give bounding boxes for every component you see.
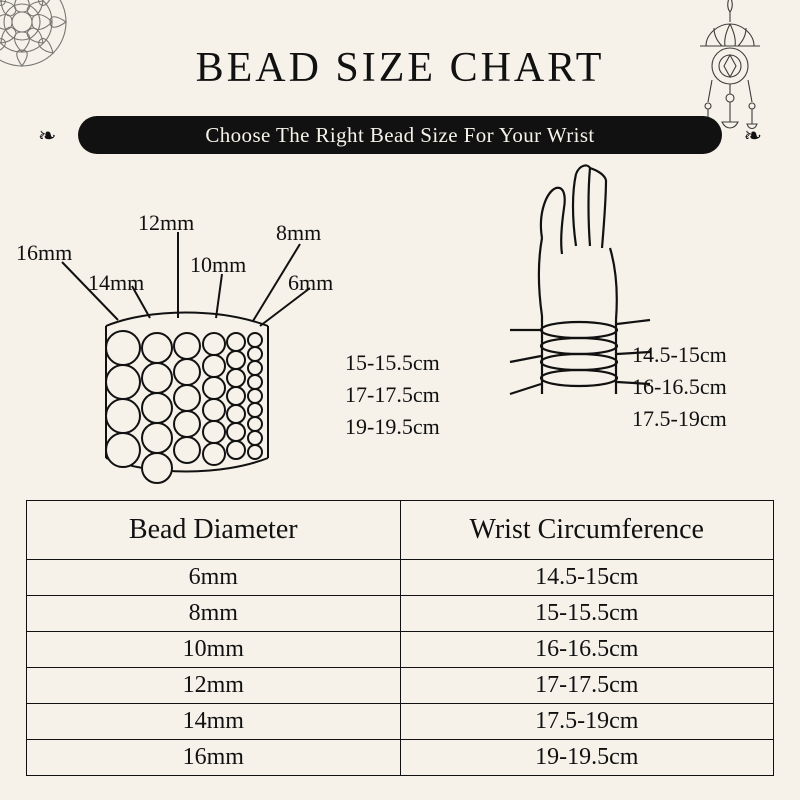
cell-bead-diameter: 8mm — [27, 596, 401, 632]
cell-bead-diameter: 10mm — [27, 632, 401, 668]
flourish-right-icon: ❧ — [743, 124, 762, 149]
size-table-wrapper — [26, 500, 774, 776]
cell-wrist-circumference: 15-15.5cm — [400, 596, 774, 632]
diagram-area — [0, 158, 800, 498]
table-row — [27, 668, 774, 704]
bead-size-label-3: 10mm — [190, 252, 247, 277]
bead-size-label-5: 6mm — [288, 270, 334, 295]
bead-bracelet-illustration — [10, 158, 390, 498]
wrist-size-label-right-2: 17.5-19cm — [632, 406, 727, 431]
table-body — [27, 560, 774, 776]
table-header-row — [27, 501, 774, 560]
bead-size-label-1: 14mm — [88, 270, 145, 295]
cell-wrist-circumference: 17.5-19cm — [400, 704, 774, 740]
cell-bead-diameter: 6mm — [27, 560, 401, 596]
table-row — [27, 632, 774, 668]
wrist-size-label-left-1: 17-17.5cm — [345, 382, 440, 407]
table-row — [27, 560, 774, 596]
bead-size-label-2: 12mm — [138, 210, 195, 235]
cell-wrist-circumference: 17-17.5cm — [400, 668, 774, 704]
bead-size-table — [26, 500, 774, 776]
cell-bead-diameter: 16mm — [27, 740, 401, 776]
wrist-size-label-left-0: 15-15.5cm — [345, 350, 440, 375]
cell-bead-diameter: 14mm — [27, 704, 401, 740]
table-row — [27, 704, 774, 740]
column-header-bead-diameter: Bead Diameter — [27, 501, 401, 560]
cell-wrist-circumference: 16-16.5cm — [400, 632, 774, 668]
table-row — [27, 596, 774, 632]
wrist-size-label-right-1: 16-16.5cm — [632, 374, 727, 399]
table-row — [27, 740, 774, 776]
subtitle-text: Choose The Right Bead Size For Your Wrist — [205, 122, 595, 147]
cell-bead-diameter: 12mm — [27, 668, 401, 704]
wrist-size-label-right-0: 14.5-15cm — [632, 342, 727, 367]
flourish-left-icon: ❧ — [38, 124, 57, 149]
wrist-size-label-left-2: 19-19.5cm — [345, 414, 440, 439]
page-title: BEAD SIZE CHART — [195, 45, 605, 91]
bead-size-label-0: 16mm — [16, 240, 73, 265]
column-header-wrist-circumference: Wrist Circumference — [400, 501, 774, 560]
hand-wrist-illustration — [480, 148, 780, 488]
bead-size-label-4: 8mm — [276, 220, 322, 245]
cell-wrist-circumference: 14.5-15cm — [400, 560, 774, 596]
cell-wrist-circumference: 19-19.5cm — [400, 740, 774, 776]
